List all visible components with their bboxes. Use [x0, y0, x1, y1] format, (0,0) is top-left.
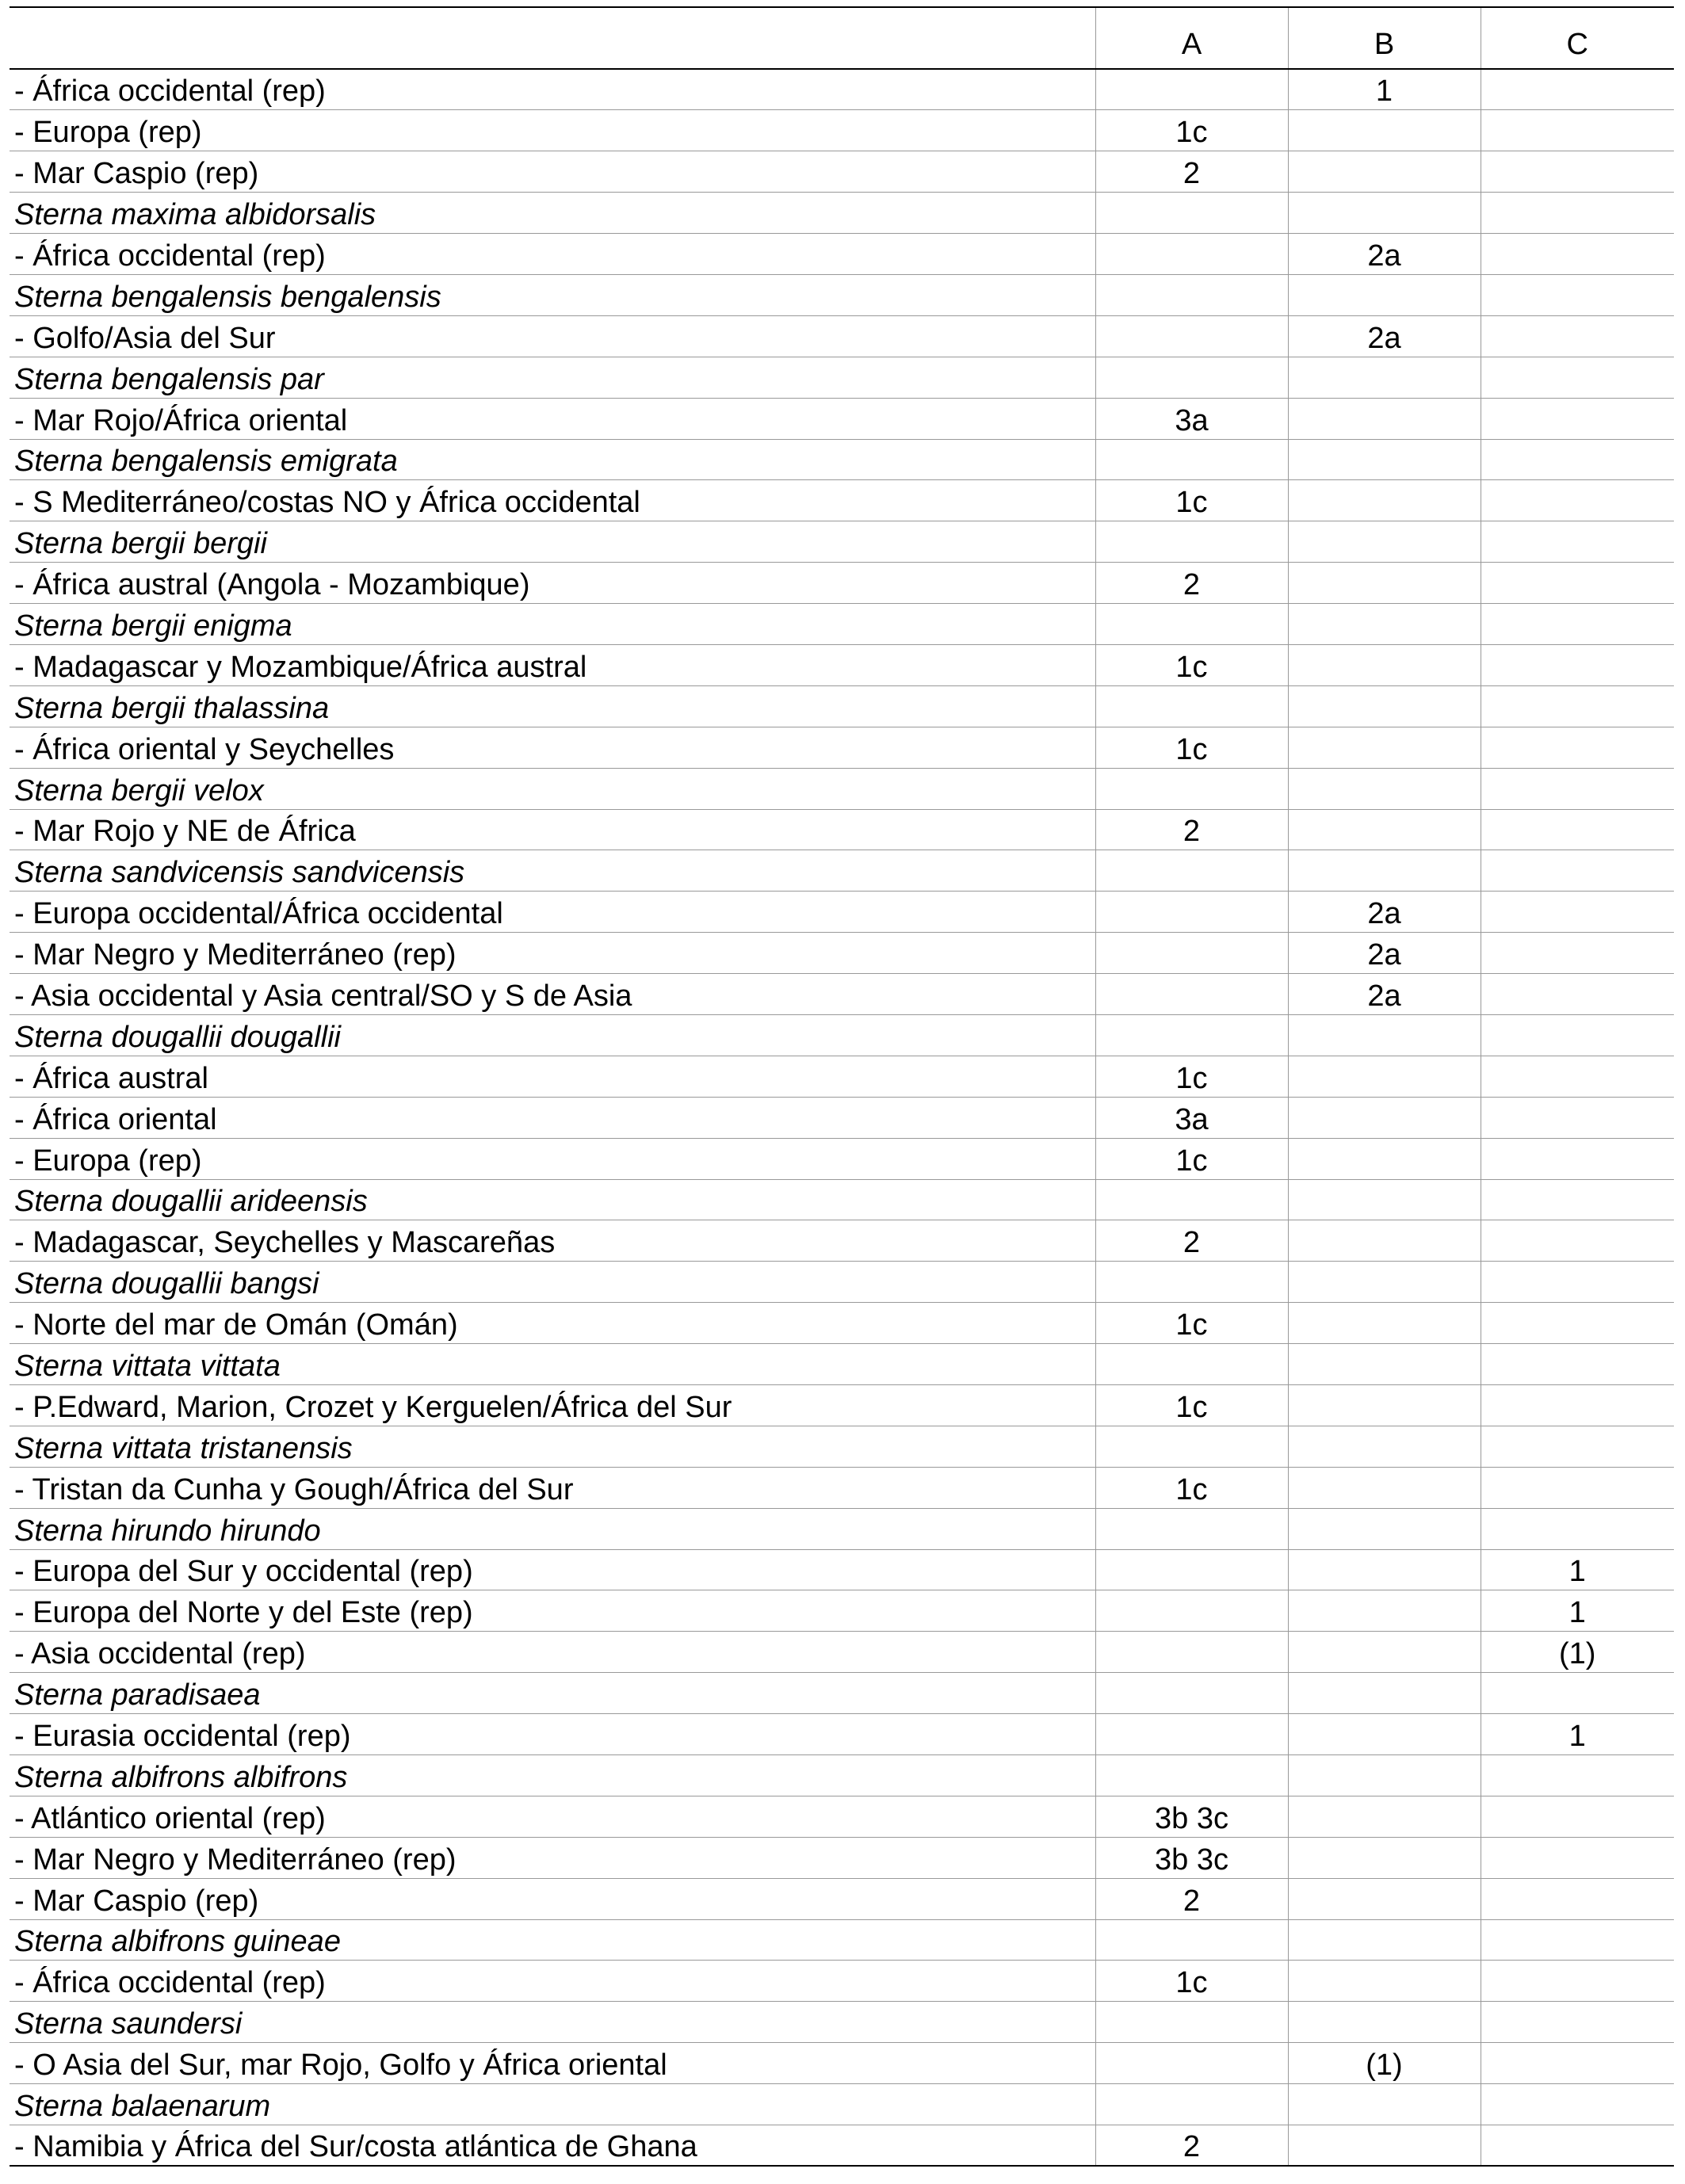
column-a-value — [1095, 1673, 1288, 1714]
column-c-value — [1481, 892, 1674, 933]
column-b-value: 2a — [1288, 892, 1481, 933]
column-a-value: 2 — [1095, 809, 1288, 850]
column-b-value — [1288, 1056, 1481, 1097]
population-name: - África occidental (rep) — [14, 74, 326, 109]
column-b-value — [1288, 1590, 1481, 1632]
column-c-value — [1481, 563, 1674, 604]
population-name: - África occidental (rep) — [14, 239, 326, 273]
header-label-cell — [10, 7, 1095, 69]
column-b-value — [1288, 2084, 1481, 2125]
column-b-value — [1288, 2002, 1481, 2043]
species-name: Sterna dougallii bangsi — [14, 1267, 319, 1301]
column-b-value: 2a — [1288, 933, 1481, 974]
species-heading-row — [10, 768, 1674, 809]
column-a-value — [1095, 315, 1288, 357]
column-c-value — [1481, 1344, 1674, 1385]
population-row — [10, 933, 1674, 974]
column-a-value: 1c — [1095, 110, 1288, 151]
population-row — [10, 315, 1674, 357]
column-b-value — [1288, 1549, 1481, 1590]
column-c-value — [1481, 110, 1674, 151]
column-a-value — [1095, 193, 1288, 234]
column-b-value — [1288, 439, 1481, 480]
column-c-value — [1481, 1097, 1674, 1138]
column-a-value — [1095, 1632, 1288, 1673]
population-name: - Madagascar y Mozambique/África austral — [14, 650, 587, 684]
column-c-value — [1481, 1179, 1674, 1220]
population-row — [10, 398, 1674, 439]
column-b-value — [1288, 604, 1481, 645]
column-c-value — [1481, 1878, 1674, 1919]
population-name: - Madagascar, Seychelles y Mascareñas — [14, 1226, 556, 1260]
column-c-value — [1481, 234, 1674, 275]
population-row — [10, 69, 1674, 110]
column-b-value — [1288, 1179, 1481, 1220]
column-a-value — [1095, 1919, 1288, 1961]
population-name: - O Asia del Sur, mar Rojo, Golfo y África oriental — [14, 2048, 667, 2083]
column-c-value — [1481, 69, 1674, 110]
population-row — [10, 151, 1674, 193]
column-b-value — [1288, 1961, 1481, 2002]
population-name: - Norte del mar de Omán (Omán) — [14, 1308, 458, 1342]
population-name: - África oriental — [14, 1102, 217, 1136]
species-name: Sterna balaenarum — [14, 2090, 271, 2124]
population-name: - Eurasia occidental (rep) — [14, 1720, 351, 1754]
population-name: - Europa (rep) — [14, 1144, 202, 1178]
species-name: Sterna saundersi — [14, 2007, 243, 2041]
column-c-value — [1481, 398, 1674, 439]
population-name: - Europa occidental/África occidental — [14, 897, 503, 931]
column-a-value: 1c — [1095, 1467, 1288, 1508]
column-b-value — [1288, 685, 1481, 727]
column-a-value — [1095, 357, 1288, 398]
column-b-value: 2a — [1288, 234, 1481, 275]
population-row — [10, 1138, 1674, 1179]
population-name: - Tristan da Cunha y Gough/África del Sur — [14, 1472, 574, 1506]
column-a-value — [1095, 1179, 1288, 1220]
population-name: - África occidental (rep) — [14, 1966, 326, 2000]
column-c-value — [1481, 644, 1674, 685]
population-row — [10, 1714, 1674, 1755]
column-b-value — [1288, 274, 1481, 315]
species-heading-row — [10, 604, 1674, 645]
column-b-value — [1288, 1837, 1481, 1878]
column-b-value — [1288, 563, 1481, 604]
species-name: Sterna bengalensis bengalensis — [14, 280, 441, 314]
column-c-value — [1481, 1796, 1674, 1837]
column-a-value: 1c — [1095, 727, 1288, 768]
population-row — [10, 2043, 1674, 2084]
population-name: - África oriental y Seychelles — [14, 732, 395, 766]
column-a-value — [1095, 521, 1288, 563]
column-b-value — [1288, 1097, 1481, 1138]
column-b-value — [1288, 480, 1481, 521]
column-c-value — [1481, 850, 1674, 892]
column-b-value — [1288, 1220, 1481, 1262]
column-b-value — [1288, 1755, 1481, 1796]
column-c-value — [1481, 480, 1674, 521]
column-header-a: A — [1095, 7, 1288, 69]
population-name: - Asia occidental (rep) — [14, 1637, 306, 1671]
column-a-value — [1095, 274, 1288, 315]
column-a-value — [1095, 892, 1288, 933]
species-status-table — [10, 6, 1674, 2167]
population-row — [10, 110, 1674, 151]
column-a-value: 2 — [1095, 563, 1288, 604]
population-name: - África austral (Angola - Mozambique) — [14, 568, 530, 602]
population-row — [10, 1632, 1674, 1673]
population-row — [10, 974, 1674, 1015]
population-name: - Mar Rojo y NE de África — [14, 815, 356, 849]
column-b-value — [1288, 1014, 1481, 1056]
population-name: - Mar Negro y Mediterráneo (rep) — [14, 938, 457, 972]
column-c-value — [1481, 1961, 1674, 2002]
population-name: - Asia occidental y Asia central/SO y S de Asia — [14, 979, 632, 1013]
species-name: Sterna dougallii dougallii — [14, 1020, 341, 1054]
species-heading-row — [10, 1426, 1674, 1467]
column-a-value: 1c — [1095, 480, 1288, 521]
column-a-value — [1095, 1426, 1288, 1467]
column-c-value — [1481, 521, 1674, 563]
population-row — [10, 809, 1674, 850]
column-a-value: 1c — [1095, 1138, 1288, 1179]
column-a-value — [1095, 1590, 1288, 1632]
column-b-value — [1288, 1878, 1481, 1919]
column-c-value — [1481, 685, 1674, 727]
column-c-value — [1481, 2125, 1674, 2167]
species-heading-row — [10, 2084, 1674, 2125]
column-c-value — [1481, 1837, 1674, 1878]
column-a-value — [1095, 1014, 1288, 1056]
column-a-value — [1095, 604, 1288, 645]
population-row — [10, 2125, 1674, 2167]
column-c-value — [1481, 768, 1674, 809]
column-b-value: 1 — [1288, 69, 1481, 110]
population-name: - Atlántico oriental (rep) — [14, 1801, 326, 1835]
column-header-c: C — [1481, 7, 1674, 69]
column-c-value — [1481, 193, 1674, 234]
species-heading-row — [10, 2002, 1674, 2043]
column-a-value — [1095, 933, 1288, 974]
column-a-value: 3b 3c — [1095, 1796, 1288, 1837]
column-a-value — [1095, 2002, 1288, 2043]
column-b-value — [1288, 768, 1481, 809]
column-c-value — [1481, 604, 1674, 645]
population-row — [10, 1467, 1674, 1508]
column-a-value — [1095, 439, 1288, 480]
column-a-value — [1095, 974, 1288, 1015]
column-a-value: 3a — [1095, 398, 1288, 439]
species-heading-row — [10, 439, 1674, 480]
column-b-value — [1288, 1673, 1481, 1714]
column-a-value — [1095, 1262, 1288, 1303]
species-heading-row — [10, 1508, 1674, 1549]
column-a-value — [1095, 1344, 1288, 1385]
column-c-value — [1481, 1755, 1674, 1796]
column-a-value: 2 — [1095, 1220, 1288, 1262]
column-b-value: (1) — [1288, 2043, 1481, 2084]
column-c-value — [1481, 727, 1674, 768]
population-row — [10, 644, 1674, 685]
column-c-value — [1481, 1303, 1674, 1344]
column-a-value — [1095, 69, 1288, 110]
population-name: - Mar Negro y Mediterráneo (rep) — [14, 1842, 457, 1877]
species-heading-row — [10, 850, 1674, 892]
species-heading-row — [10, 521, 1674, 563]
species-heading-row — [10, 274, 1674, 315]
column-b-value — [1288, 398, 1481, 439]
population-row — [10, 1549, 1674, 1590]
population-name: - Europa del Norte y del Este (rep) — [14, 1596, 473, 1630]
column-c-value — [1481, 315, 1674, 357]
species-name: Sterna vittata tristanensis — [14, 1431, 353, 1465]
column-a-value — [1095, 1549, 1288, 1590]
species-name: Sterna bergii thalassina — [14, 691, 330, 725]
table-header-row — [10, 7, 1674, 69]
column-b-value — [1288, 357, 1481, 398]
column-a-value: 3b 3c — [1095, 1837, 1288, 1878]
population-row — [10, 1796, 1674, 1837]
species-name: Sterna vittata vittata — [14, 1350, 281, 1383]
column-a-value — [1095, 685, 1288, 727]
column-b-value — [1288, 1385, 1481, 1426]
population-name: - S Mediterráneo/costas NO y África occidental — [14, 486, 640, 520]
column-c-value — [1481, 1385, 1674, 1426]
column-c-value — [1481, 274, 1674, 315]
column-a-value: 2 — [1095, 1878, 1288, 1919]
species-heading-row — [10, 1673, 1674, 1714]
species-heading-row — [10, 193, 1674, 234]
column-b-value — [1288, 809, 1481, 850]
species-name: Sterna maxima albidorsalis — [14, 198, 376, 232]
column-c-value — [1481, 2043, 1674, 2084]
species-heading-row — [10, 1179, 1674, 1220]
column-c-value: 1 — [1481, 1714, 1674, 1755]
column-a-value: 2 — [1095, 2125, 1288, 2167]
population-row — [10, 892, 1674, 933]
column-c-value — [1481, 2084, 1674, 2125]
species-name: Sterna albifrons albifrons — [14, 1760, 348, 1794]
column-c-value — [1481, 2002, 1674, 2043]
column-b-value — [1288, 727, 1481, 768]
column-b-value — [1288, 110, 1481, 151]
column-c-value — [1481, 1673, 1674, 1714]
column-b-value — [1288, 521, 1481, 563]
column-a-value: 1c — [1095, 1056, 1288, 1097]
species-heading-row — [10, 1919, 1674, 1961]
column-b-value — [1288, 1508, 1481, 1549]
species-heading-row — [10, 1014, 1674, 1056]
species-name: Sterna albifrons guineae — [14, 1925, 341, 1959]
species-heading-row — [10, 685, 1674, 727]
population-row — [10, 1303, 1674, 1344]
population-name: - Namibia y África del Sur/costa atlántica de Ghana — [14, 2130, 697, 2164]
population-name: - Mar Rojo/África oriental — [14, 403, 348, 437]
column-a-value — [1095, 234, 1288, 275]
column-a-value: 1c — [1095, 1303, 1288, 1344]
population-name: - Mar Caspio (rep) — [14, 157, 259, 191]
population-row — [10, 1837, 1674, 1878]
species-name: Sterna bengalensis par — [14, 362, 324, 396]
column-c-value — [1481, 357, 1674, 398]
species-heading-row — [10, 357, 1674, 398]
column-b-value: 2a — [1288, 315, 1481, 357]
population-row — [10, 563, 1674, 604]
column-b-value — [1288, 850, 1481, 892]
column-b-value — [1288, 2125, 1481, 2167]
population-name: - Golfo/Asia del Sur — [14, 321, 276, 355]
population-name: - Mar Caspio (rep) — [14, 1884, 259, 1918]
column-c-value — [1481, 1508, 1674, 1549]
column-c-value — [1481, 1262, 1674, 1303]
column-c-value — [1481, 933, 1674, 974]
column-a-value — [1095, 1755, 1288, 1796]
species-heading-row — [10, 1262, 1674, 1303]
column-c-value — [1481, 1138, 1674, 1179]
column-c-value — [1481, 151, 1674, 193]
population-row — [10, 1961, 1674, 2002]
column-c-value — [1481, 809, 1674, 850]
column-a-value: 2 — [1095, 151, 1288, 193]
population-row — [10, 234, 1674, 275]
column-a-value: 1c — [1095, 644, 1288, 685]
column-b-value — [1288, 1138, 1481, 1179]
column-b-value — [1288, 1714, 1481, 1755]
column-c-value — [1481, 1426, 1674, 1467]
column-c-value — [1481, 1220, 1674, 1262]
species-name: Sterna bergii bergii — [14, 527, 267, 561]
column-a-value: 3a — [1095, 1097, 1288, 1138]
column-a-value: 1c — [1095, 1961, 1288, 2002]
column-a-value — [1095, 850, 1288, 892]
species-name: Sterna paradisaea — [14, 1678, 261, 1712]
species-name: Sterna hirundo hirundo — [14, 1514, 321, 1548]
population-name: - Europa del Sur y occidental (rep) — [14, 1555, 473, 1589]
column-c-value — [1481, 439, 1674, 480]
column-b-value — [1288, 151, 1481, 193]
column-c-value: 1 — [1481, 1590, 1674, 1632]
column-a-value — [1095, 2084, 1288, 2125]
species-heading-row — [10, 1755, 1674, 1796]
population-row — [10, 1385, 1674, 1426]
column-a-value — [1095, 1714, 1288, 1755]
species-name: Sterna sandvicensis sandvicensis — [14, 856, 465, 890]
column-b-value — [1288, 1426, 1481, 1467]
column-c-value — [1481, 974, 1674, 1015]
column-c-value — [1481, 1056, 1674, 1097]
column-a-value — [1095, 2043, 1288, 2084]
column-b-value — [1288, 644, 1481, 685]
column-c-value — [1481, 1014, 1674, 1056]
column-c-value — [1481, 1919, 1674, 1961]
species-name: Sterna bergii velox — [14, 773, 264, 808]
population-row — [10, 1220, 1674, 1262]
population-name: - P.Edward, Marion, Crozet y Kerguelen/África del Sur — [14, 1390, 732, 1424]
column-a-value — [1095, 1508, 1288, 1549]
column-b-value — [1288, 1919, 1481, 1961]
column-a-value — [1095, 768, 1288, 809]
species-heading-row — [10, 1344, 1674, 1385]
population-row — [10, 1590, 1674, 1632]
species-name: Sterna bengalensis emigrata — [14, 445, 398, 479]
species-name: Sterna dougallii arideensis — [14, 1185, 368, 1219]
population-row — [10, 727, 1674, 768]
column-c-value: 1 — [1481, 1549, 1674, 1590]
column-header-b: B — [1288, 7, 1481, 69]
column-b-value — [1288, 1262, 1481, 1303]
column-b-value — [1288, 1303, 1481, 1344]
column-b-value — [1288, 193, 1481, 234]
population-row — [10, 1056, 1674, 1097]
table-body — [10, 69, 1674, 2166]
population-name: - África austral — [14, 1061, 208, 1095]
species-name: Sterna bergii enigma — [14, 609, 292, 643]
column-a-value: 1c — [1095, 1385, 1288, 1426]
column-b-value — [1288, 1467, 1481, 1508]
population-row — [10, 1097, 1674, 1138]
column-c-value — [1481, 1467, 1674, 1508]
population-row — [10, 480, 1674, 521]
population-name: - Europa (rep) — [14, 116, 202, 150]
column-c-value: (1) — [1481, 1632, 1674, 1673]
column-b-value — [1288, 1632, 1481, 1673]
column-b-value: 2a — [1288, 974, 1481, 1015]
population-row — [10, 1878, 1674, 1919]
column-b-value — [1288, 1796, 1481, 1837]
column-b-value — [1288, 1344, 1481, 1385]
